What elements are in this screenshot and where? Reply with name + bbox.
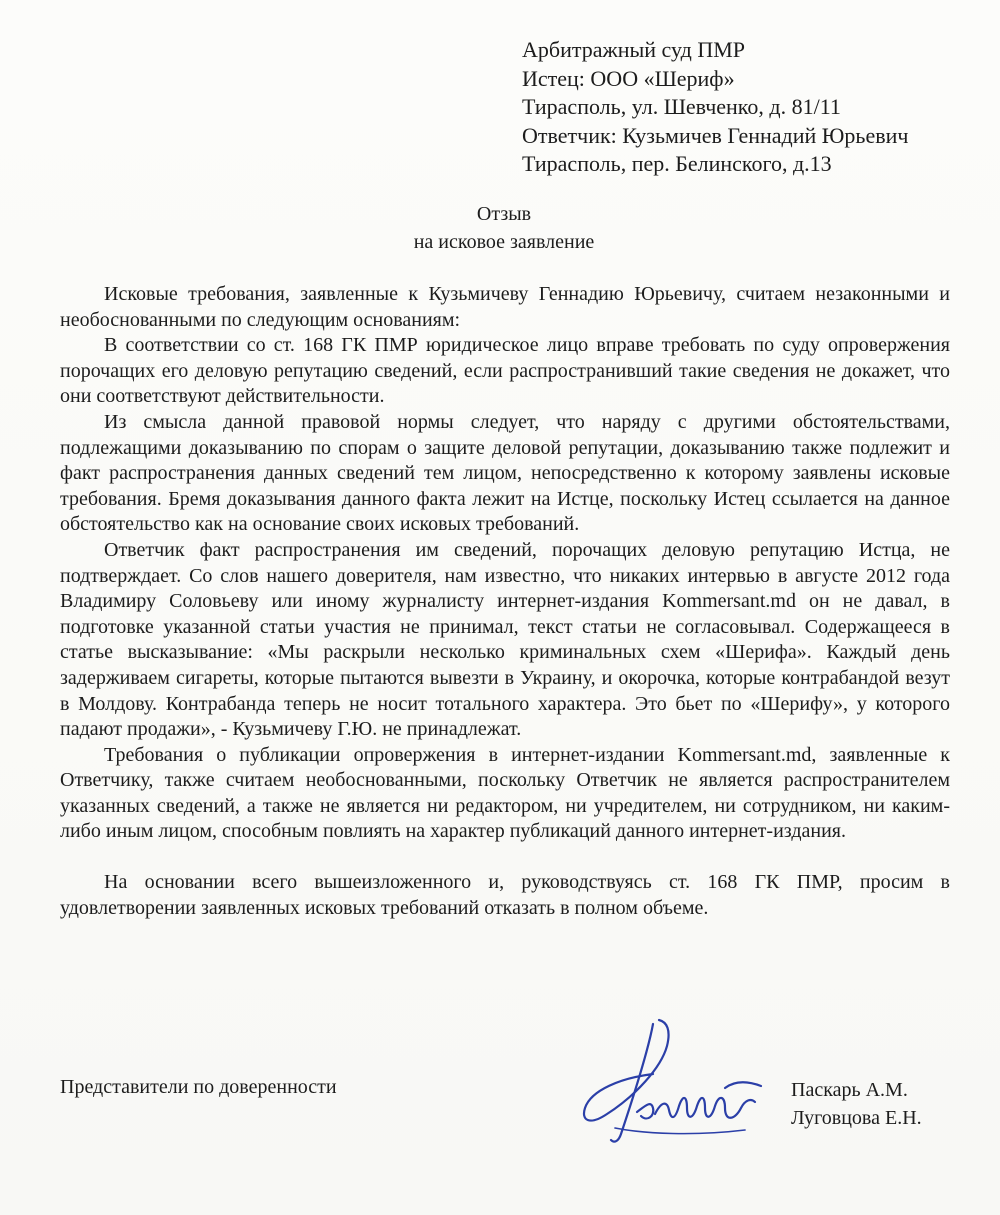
document-subtitle: на исковое заявление [413,231,595,253]
signatory-name: Паскарь А.М. [791,1079,908,1101]
paragraph: Из смысла данной правовой нормы следует, что наряду с другими обстоятельствами, подлежащими доказыванию по спорам о защите деловой репутации, доказыванию также подлежит и факт распространения данных сведений тем лицом, непосредственно к которому заявлены исковые требования. Бремя доказывания данного факта лежит на Истце, поскольку Истец ссылается на данное обстоятельство как на основание своих исковых требований. [60,410,950,536]
document-title: Отзыв [476,203,532,225]
paragraph: Ответчик факт распространения им сведений, порочащих деловую репутацию Истца, не подтверждает. Со слов нашего доверителя, нам известно, что никаких интервью в августе 2012 года Владимиру Соловьеву или иному журналисту интернет-издания Kommersant.md он не давал, в подготовке указанной статьи участия не принимал, текст статьи не согласовывал. Содержащееся в статье высказывание: «Мы раскрыли несколько криминальных схем «Шерифа». Каждый день задерживаем сигареты, которые пытаются вывезти в Украину, и окорочка, которые контрабандой везут в Молдову. Контрабанда теперь не носит тотального характера. Это бьет по «Шерифу», у которого падают продажи», - Кузьмичеву Г.Ю. не принадлежат. [60,538,950,741]
court-name: Арбитражный суд ПМР [522,37,745,62]
defendant-line: Ответчик: Кузьмичев Геннадий Юрьевич [522,122,909,148]
paragraph: Исковые требования, заявленные к Кузьмичеву Геннадию Юрьевичу, считаем незаконными и необоснованными по следующим основаниям: [60,283,950,331]
plaintiff-line: Истец: ООО «Шериф» [522,65,735,91]
document-header [522,36,908,179]
plaintiff-address: Тирасполь, ул. Шевченко, д. 81/11 [522,94,841,119]
signatories [791,1076,922,1132]
paragraph: В соответствии со ст. 168 ГК ПМР юридическое лицо вправе требовать по суду опровержения порочащих его деловую репутацию сведений, если распространивший такие сведения не докажет, что они соответствуют действительности. [60,334,950,408]
handwritten-signature [575,1016,770,1156]
defendant-address: Тирасполь, пер. Белинского, д.13 [522,151,832,176]
representatives-label: Представители по доверенности [60,1076,337,1098]
signatory-name: Луговцова Е.Н. [791,1107,922,1129]
conclusion-paragraph: На основании всего вышеизложенного и, руководствуясь ст. 168 ГК ПМР, просим в удовлетворении заявленных исковых требований отказать в полном объеме. [60,871,950,919]
paragraph: Требования о публикации опровержения в интернет-издании Kommersant.md, заявленные к Ответчику, также считаем необоснованными, поскольку Ответчик не является распространителем указанных сведений, а также не является ни редактором, ни учредителем, ни сотрудником, ни каким-либо иным лицом, способным повлиять на характер публикаций данного интернет-издания. [60,743,950,843]
document-body [60,282,950,921]
